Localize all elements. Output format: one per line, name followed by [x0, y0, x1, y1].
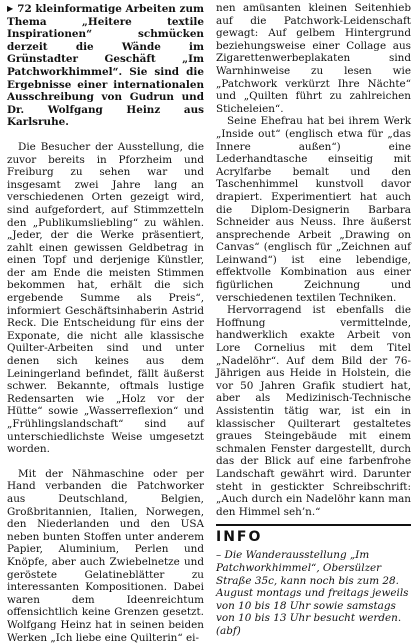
article-paragraph: Seine Ehefrau hat bei ihrem Werk „Inside out“ (englisch etwa für „das Innere außen“) eine Lederhandtasche einseitig mit Acrylfarbe bemalt und den Taschenhimmel kunstvoll davor drapiert. Experimentiert hat auch die Diplom-Designerin Barbara Schneider aus Neuss. Ihre äußerst ansprechende Arbeit „Drawing on Canvas“ (englisch für „Zeichnen auf Leinwand“) ist eine lebendige, effektvolle Kombination aus einer figürlichen Zeichnung und verschiedenen textilen Techniken.	[216, 115, 411, 304]
article-column-left	[7, 2, 204, 644]
info-box	[216, 524, 411, 637]
info-text: – Die Wanderausstellung „Im Patchworkhimmel“, Obersülzer Straße 35c, kann noch bis zum 28. August montags und freitags jeweils von 10 bis 18 Uhr sowie samstags von 10 bis 13 Uhr besucht werden. (abf)	[216, 549, 409, 637]
article-paragraph: nen amüsanten kleinen Seitenhieb auf die Patchwork-Leidenschaft gewagt: Auf gelbem Hintergrund beziehungsweise einer Collage aus Zigarettenwerbeplakaten sind Warnhinweise zu lesen wie „Patchwork verkürzt Ihre Nächte“ und „Quilten führt zu zahlreichen Sticheleien“.	[216, 2, 411, 115]
info-title: INFO	[216, 529, 263, 546]
article-paragraph: Hervorragend ist ebenfalls die Hoffnung vermittelnde, handwerklich exakte Arbeit von Lore Cornelius mit dem Titel „Nadelöhr“. Auf dem Bild der 76-Jährigen aus Heide in Holstein, die vor 50 Jahren Grafik studiert hat, aber als Medizinisch-Technische Assistentin tätig war, ist ein in klassischer Quilterart gestaltetes graues Steingebäude mit einem schmalen Fenster dargestellt, durch das der Blick auf eine farbenfrohe Landschaft gewährt wird. Darunter steht in gestickter Schreibschrift: „Auch durch ein Nadelöhr kann man den Himmel seh’n.“	[216, 304, 411, 518]
article-paragraph: Mit der Nähmaschine oder per Hand verbanden die Patchworker aus Deutschland, Belgien, Großbritannien, Italien, Norwegen, den Niederlanden und den USA neben bunten Stoffen unter anderem Papier, Aluminium, Perlen und Knöpfe, aber auch Zwiebelnetze und geröstete Gelatineblätter zu interessanten Kompositionen. Dabei waren dem Ideenreichtum offensichtlich keine Grenzen gesetzt. Wolfgang Heinz hat in seinen beiden Werken „Ich liebe eine Quilterin“ ei-	[7, 467, 204, 644]
article-lead	[7, 2, 204, 129]
article-paragraph: Die Besucher der Ausstellung, die zuvor bereits in Pforzheim und Freiburg zu sehen war und insgesamt zwei Jahre lang an verschiedenen Orten gezeigt wird, sind aufgefordert, auf Stimmzetteln den „Publikumsliebling“ zu wählen. „Jeder, der die Werke präsentiert, zahlt einen gewissen Geldbetrag in einen Topf und derjenige Künstler, der am Ende die meisten Stimmen bekommen hat, erhält die sich ergebende Summe als Preis“, informiert Geschäftsinhaberin Astrid Reck. Die Entscheidung für eins der Exponate, die nicht alle klassische Quilter-Arbeiten sind und unter denen sich keines aus dem Leiningerland befindet, fällt äußerst schwer. Bekannte, oftmals lustige Redensarten wie „Holz vor der Hütte“ sowie „Wasserreflexion“ und „Frühlingslandschaft“ sind auf unterschiedlichste Weise umgesetzt worden.	[7, 140, 204, 456]
arrow-right-icon: ▶	[7, 3, 14, 13]
info-divider	[216, 524, 411, 526]
article-column-right	[216, 2, 411, 638]
article-lead-text: 72 kleinformatige Arbeiten zum Thema „Heitere textile Inspirationen“ schmücken derzeit die Wände im Grünstadter Geschäft „Im Patchworkhimmel“. Sie sind die Ergebnisse einer internationalen Ausschreibung von Gudrun und Dr. Wolfgang Heinz aus Karlsruhe.	[7, 3, 204, 129]
